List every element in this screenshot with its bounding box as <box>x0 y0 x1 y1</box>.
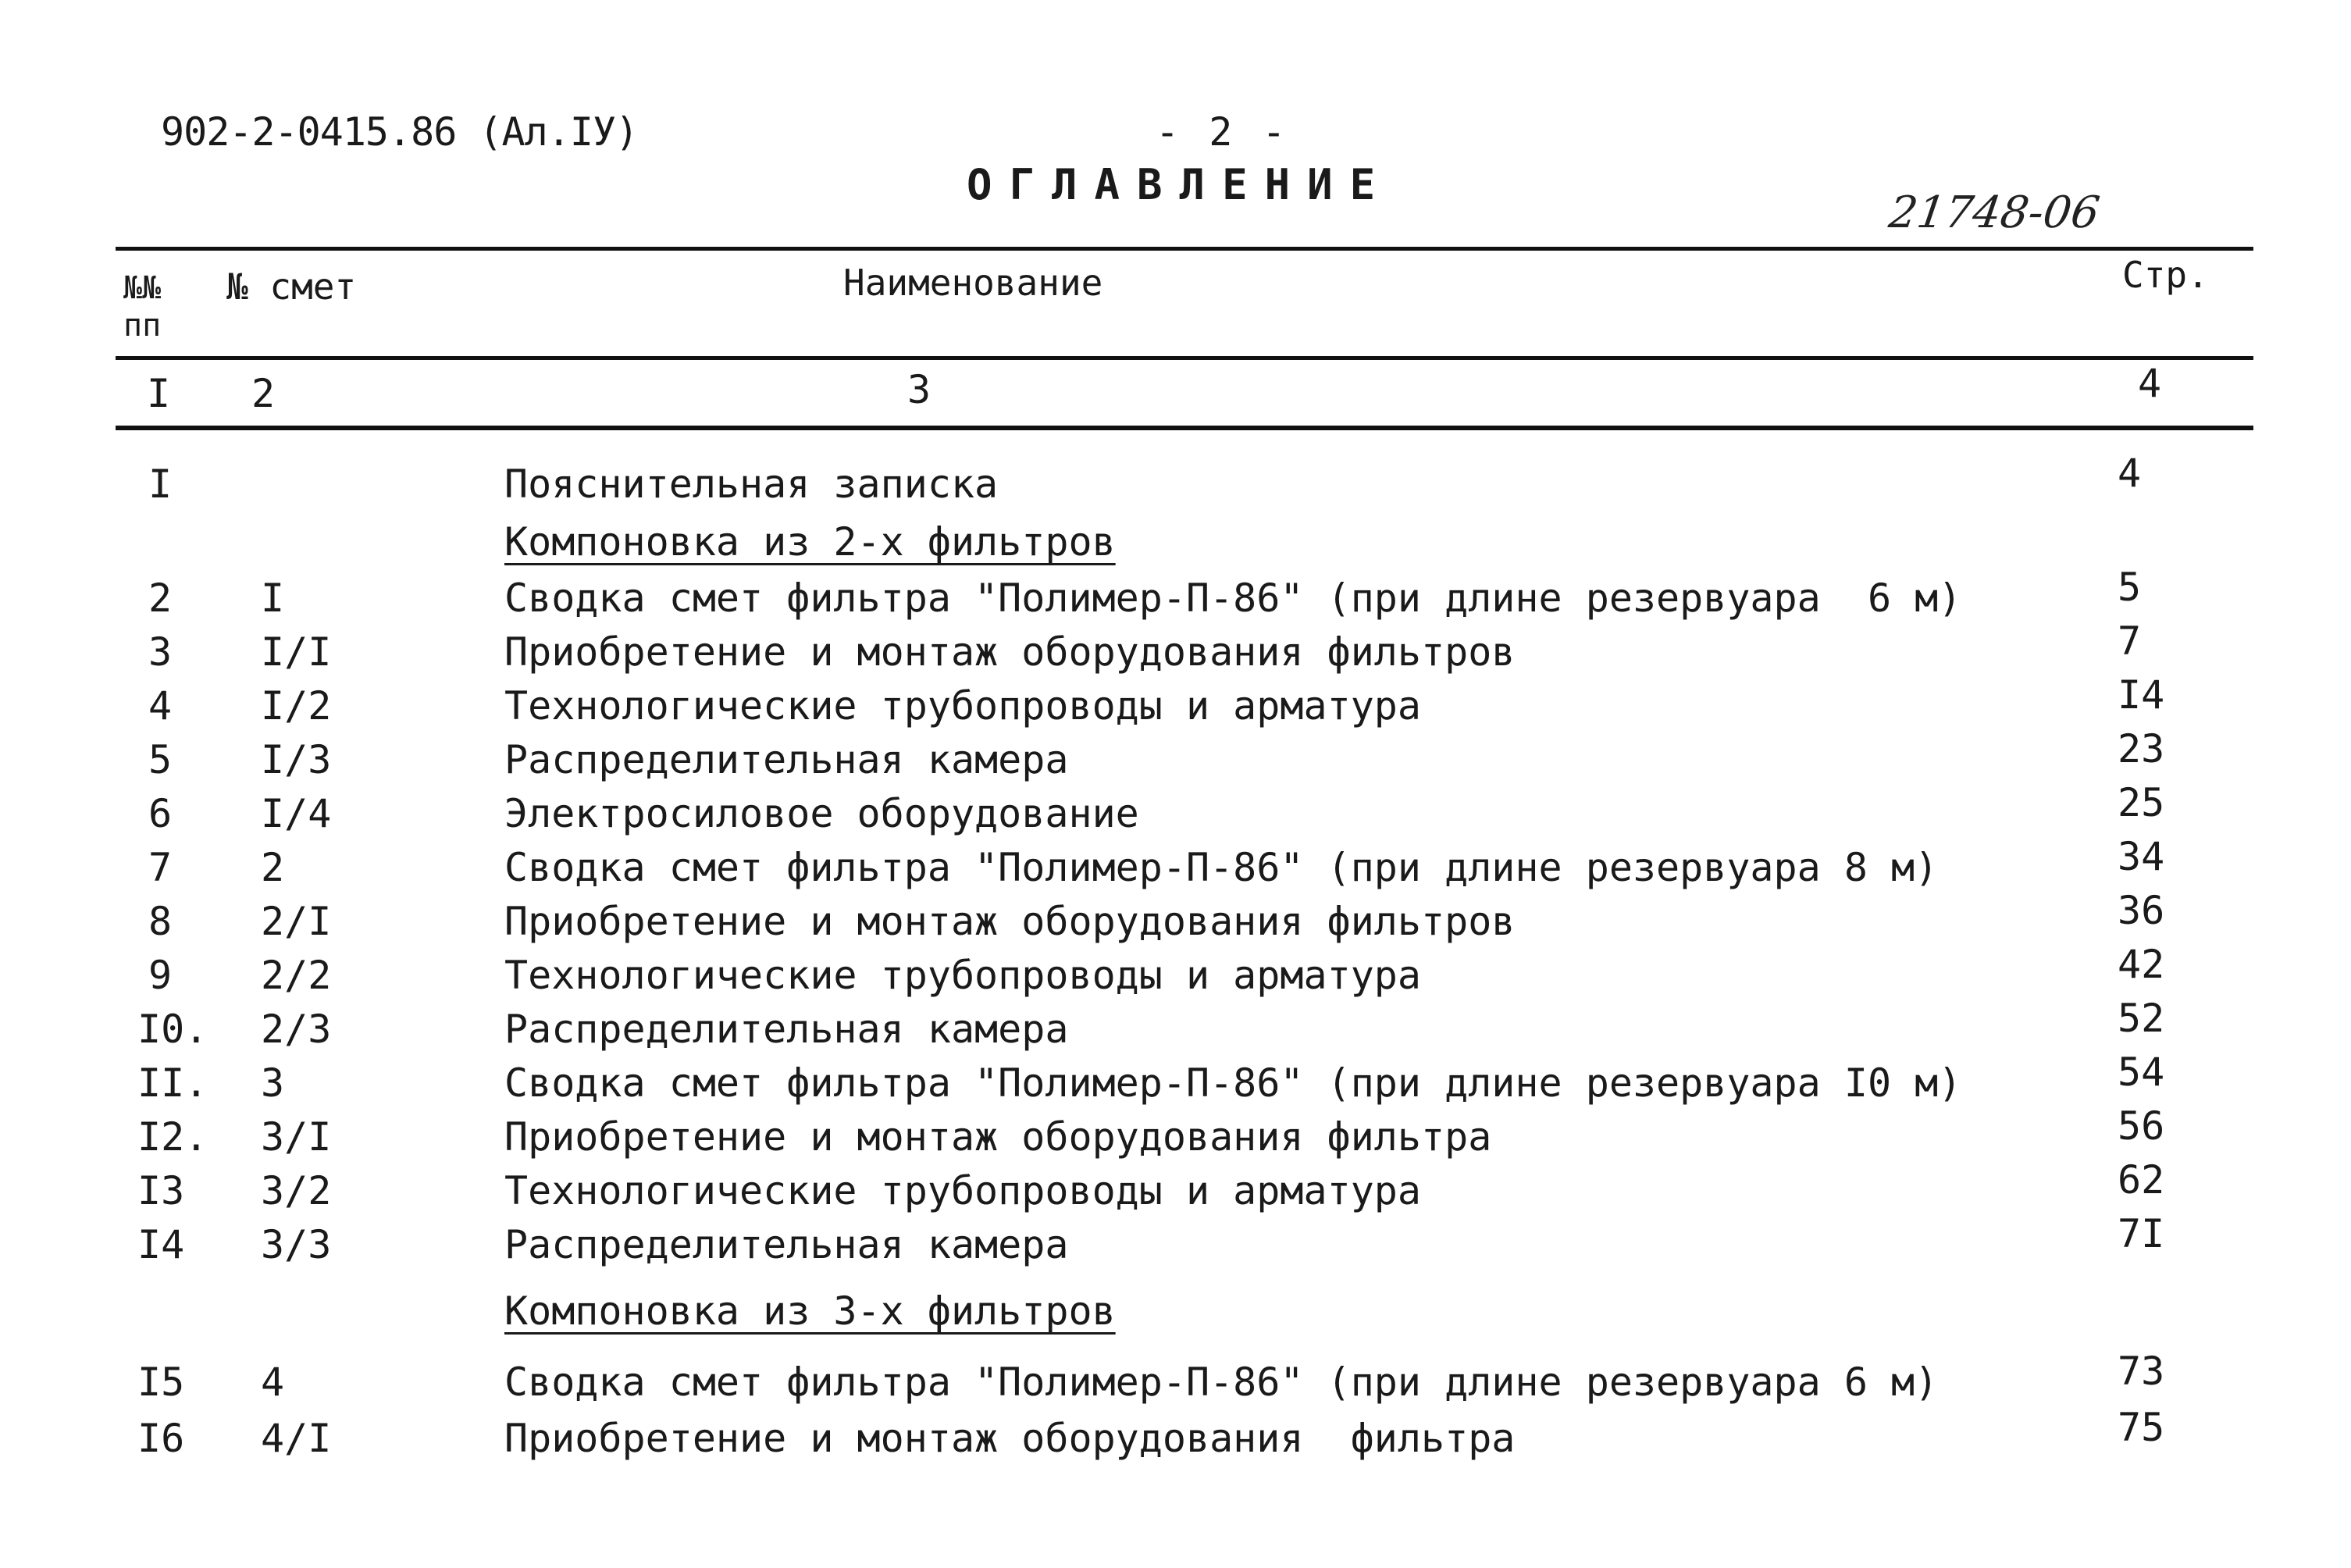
row-estimate: I/4 <box>261 791 332 836</box>
row-page: 56 <box>2118 1103 2165 1149</box>
row-page: 73 <box>2118 1349 2165 1394</box>
row-page: 75 <box>2118 1405 2165 1450</box>
col-header-name: Наименование <box>843 262 1103 304</box>
row-estimate: 2/3 <box>261 1007 332 1052</box>
col-number: 3 <box>907 367 931 412</box>
row-name: Сводка смет фильтра "Полимер-П-86" (при длине резервуара I0 м) <box>504 1060 1962 1106</box>
row-number: I4 <box>137 1222 185 1267</box>
row-number: 8 <box>148 899 173 944</box>
table-row <box>0 1211 2351 1270</box>
row-name: Сводка смет фильтра "Полимер-П-86" (при длине резервуара 6 м) <box>504 576 1962 621</box>
table-row <box>0 1049 2351 1108</box>
table-row <box>0 996 2351 1054</box>
section-heading: Компоновка из 2-х фильтров <box>504 519 1116 565</box>
table-row <box>0 780 2351 839</box>
row-name: Электросиловое оборудование <box>504 791 1139 836</box>
row-estimate: 3/3 <box>261 1222 332 1267</box>
page-title: ОГЛАВЛЕНИЕ <box>967 160 1393 209</box>
row-estimate: I <box>261 576 285 621</box>
row-number: I2. <box>137 1114 208 1160</box>
row-name: Пояснительная записка <box>504 461 999 507</box>
header-rule <box>116 356 2253 360</box>
table-row <box>0 726 2351 785</box>
row-page: 25 <box>2118 780 2165 825</box>
row-name: Приобретение и монтаж оборудования фильтров <box>504 899 1516 944</box>
table-row <box>0 672 2351 731</box>
table-row <box>0 1405 2351 1463</box>
col-number: 4 <box>2138 361 2162 406</box>
row-estimate: 2/I <box>261 899 332 944</box>
top-rule <box>116 247 2253 251</box>
row-page: 42 <box>2118 942 2165 987</box>
row-name: Технологические трубопроводы и арматура <box>504 1168 1421 1213</box>
row-estimate: 2/2 <box>261 953 332 998</box>
row-name: Сводка смет фильтра "Полимер-П-86" (при длине резервуара 6 м) <box>504 1360 1939 1405</box>
table-row <box>0 565 2351 623</box>
row-number: 4 <box>148 683 173 729</box>
row-page: I4 <box>2118 672 2165 718</box>
row-name: Распределительная камера <box>504 1007 1069 1052</box>
section-heading: Компоновка из 3-х фильтров <box>504 1288 1116 1334</box>
row-estimate: I/I <box>261 629 332 675</box>
row-page: 36 <box>2118 888 2165 933</box>
page-number: - 2 - <box>1156 109 1289 155</box>
table-row <box>0 888 2351 946</box>
row-estimate: 3/2 <box>261 1168 332 1213</box>
row-number: I6 <box>137 1416 185 1461</box>
table-row <box>0 1349 2351 1407</box>
table-row <box>0 942 2351 1000</box>
row-estimate: I/2 <box>261 683 332 729</box>
row-name: Распределительная камера <box>504 1222 1069 1267</box>
col-number: 2 <box>251 371 276 416</box>
row-name: Технологические трубопроводы и арматура <box>504 953 1421 998</box>
row-estimate: 2 <box>261 845 285 890</box>
table-row <box>0 451 2351 509</box>
row-page: 52 <box>2118 996 2165 1041</box>
row-number: 7 <box>148 845 173 890</box>
row-page: 7I <box>2118 1211 2165 1256</box>
table-row <box>0 618 2351 677</box>
row-name: Распределительная камера <box>504 737 1069 782</box>
table-row <box>0 1157 2351 1216</box>
table-row <box>0 1103 2351 1162</box>
row-page: 54 <box>2118 1049 2165 1095</box>
row-page: 62 <box>2118 1157 2165 1203</box>
row-number: 6 <box>148 791 173 836</box>
row-name: Приобретение и монтаж оборудования фильтра <box>504 1114 1492 1160</box>
row-estimate: 4 <box>261 1360 285 1405</box>
colnum-rule <box>116 426 2253 430</box>
row-number: 3 <box>148 629 173 675</box>
row-number: 2 <box>148 576 173 621</box>
row-number: I <box>148 461 173 507</box>
document-code: 902-2-0415.86 (Ал.IУ) <box>161 109 639 155</box>
table-row <box>0 834 2351 893</box>
row-estimate: 4/I <box>261 1416 332 1461</box>
row-number: I0. <box>137 1007 208 1052</box>
row-number: 9 <box>148 953 173 998</box>
row-number: 5 <box>148 737 173 782</box>
row-number: I5 <box>137 1360 185 1405</box>
row-number: I3 <box>137 1168 185 1213</box>
row-estimate: 3/I <box>261 1114 332 1160</box>
row-name: Технологические трубопроводы и арматура <box>504 683 1421 729</box>
col-header-num: №№ пп <box>123 270 162 344</box>
row-page: 23 <box>2118 726 2165 772</box>
row-name: Приобретение и монтаж оборудования фильтра <box>504 1416 1516 1461</box>
col-header-page: Стр. <box>2122 254 2209 296</box>
row-number: II. <box>137 1060 208 1106</box>
row-name: Сводка смет фильтра "Полимер-П-86" (при длине резервуара 8 м) <box>504 845 1939 890</box>
archive-number-handwritten: 21748-06 <box>1886 187 2103 238</box>
row-page: 34 <box>2118 834 2165 879</box>
row-page: 7 <box>2118 618 2142 664</box>
row-page: 5 <box>2118 565 2142 610</box>
row-estimate: 3 <box>261 1060 285 1106</box>
row-estimate: I/3 <box>261 737 332 782</box>
col-header-estimate: № смет <box>226 265 357 308</box>
col-number: I <box>147 371 171 416</box>
row-page: 4 <box>2118 451 2142 496</box>
row-name: Приобретение и монтаж оборудования фильтров <box>504 629 1516 675</box>
